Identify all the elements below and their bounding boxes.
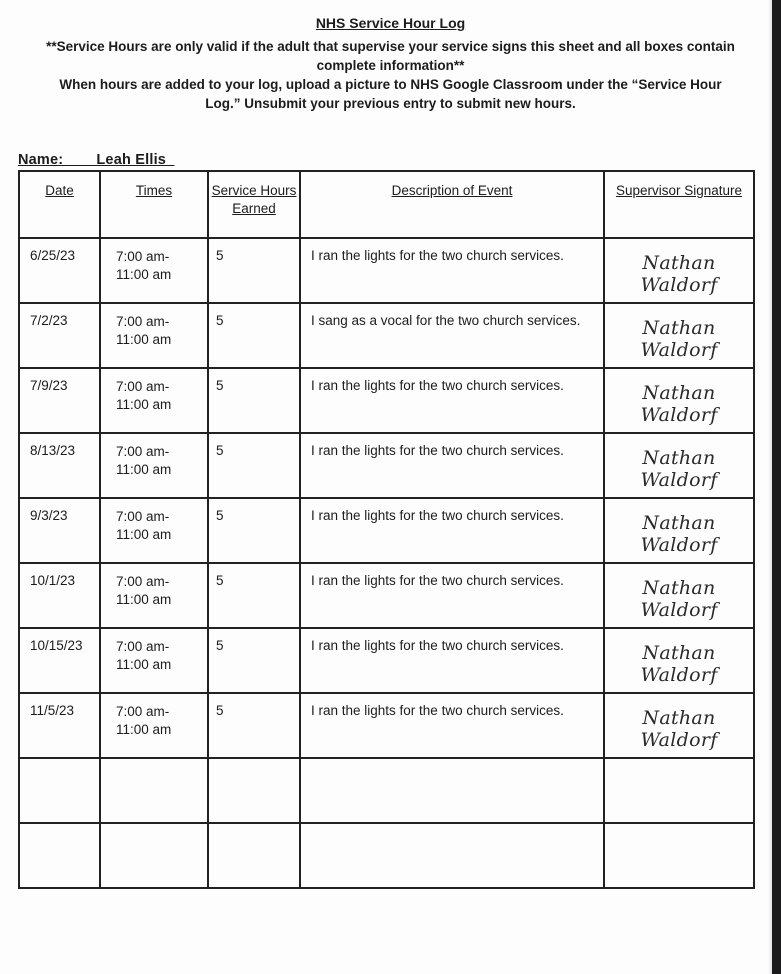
date-cell: 6/25/23 bbox=[19, 238, 100, 303]
hours-cell: 5 bbox=[208, 563, 300, 628]
page-title: NHS Service Hour Log bbox=[315, 15, 466, 31]
description-cell: I ran the lights for the two church services. bbox=[300, 693, 604, 758]
hours-cell bbox=[208, 758, 300, 823]
description-cell bbox=[300, 758, 604, 823]
header-times: Times bbox=[100, 171, 208, 238]
signature-cell: Nathan Waldorf bbox=[604, 303, 754, 368]
date-cell: 8/13/23 bbox=[19, 433, 100, 498]
signature-cell: Nathan Waldorf bbox=[604, 238, 754, 303]
header-date: Date bbox=[19, 171, 100, 238]
signature-cell bbox=[604, 758, 754, 823]
table-row bbox=[19, 498, 754, 563]
times-cell bbox=[100, 563, 208, 628]
signature-cell: Nathan Waldorf bbox=[604, 498, 754, 563]
description-cell: I ran the lights for the two church services. bbox=[300, 433, 604, 498]
document-header bbox=[0, 0, 781, 113]
date-cell: 10/15/23 bbox=[19, 628, 100, 693]
times-line-2: 11:00 am bbox=[116, 592, 172, 607]
hours-cell: 5 bbox=[208, 433, 300, 498]
times-cell bbox=[100, 758, 208, 823]
table-row bbox=[19, 433, 754, 498]
description-cell: I ran the lights for the two church services. bbox=[300, 368, 604, 433]
times-line-2: 11:00 am bbox=[116, 722, 172, 737]
date-cell: 7/9/23 bbox=[19, 368, 100, 433]
times-line-2: 11:00 am bbox=[116, 397, 172, 412]
notice-line-2: complete information** bbox=[316, 58, 465, 73]
hours-cell: 5 bbox=[208, 693, 300, 758]
description-cell: I ran the lights for the two church services. bbox=[300, 238, 604, 303]
table-row bbox=[19, 693, 754, 758]
header-service-hours: Service Hours Earned bbox=[208, 171, 300, 238]
date-cell: 9/3/23 bbox=[19, 498, 100, 563]
times-line-2: 11:00 am bbox=[116, 527, 172, 542]
signature-cell: Nathan Waldorf bbox=[604, 563, 754, 628]
date-cell: 10/1/23 bbox=[19, 563, 100, 628]
hours-cell: 5 bbox=[208, 368, 300, 433]
service-hour-log-table bbox=[18, 170, 755, 889]
table-header-row bbox=[19, 171, 754, 238]
times-cell bbox=[100, 433, 208, 498]
description-cell: I ran the lights for the two church services. bbox=[300, 628, 604, 693]
signature-cell: Nathan Waldorf bbox=[604, 628, 754, 693]
hours-cell bbox=[208, 823, 300, 888]
name-field: Name:____Leah Ellis_ bbox=[18, 152, 175, 168]
table-row bbox=[19, 563, 754, 628]
signature-cell: Nathan Waldorf bbox=[604, 433, 754, 498]
header-supervisor-signature: Supervisor Signature bbox=[604, 171, 754, 238]
times-line-2: 11:00 am bbox=[116, 462, 172, 477]
signature-cell: Nathan Waldorf bbox=[604, 368, 754, 433]
table-row bbox=[19, 628, 754, 693]
times-line-1: 7:00 am- bbox=[116, 704, 170, 719]
times-line-1: 7:00 am- bbox=[116, 639, 170, 654]
description-cell: I ran the lights for the two church services. bbox=[300, 563, 604, 628]
times-cell bbox=[100, 628, 208, 693]
date-cell: 7/2/23 bbox=[19, 303, 100, 368]
table-row-empty bbox=[19, 823, 754, 888]
notice-text bbox=[0, 37, 781, 113]
times-line-2: 11:00 am bbox=[116, 332, 172, 347]
date-cell bbox=[19, 823, 100, 888]
times-line-1: 7:00 am- bbox=[116, 249, 170, 264]
times-line-1: 7:00 am- bbox=[116, 379, 170, 394]
times-line-2: 11:00 am bbox=[116, 267, 172, 282]
hours-cell: 5 bbox=[208, 498, 300, 563]
times-line-1: 7:00 am- bbox=[116, 314, 170, 329]
times-line-1: 7:00 am- bbox=[116, 509, 170, 524]
times-cell bbox=[100, 823, 208, 888]
times-line-2: 11:00 am bbox=[116, 657, 172, 672]
table-row-empty bbox=[19, 758, 754, 823]
times-line-1: 7:00 am- bbox=[116, 574, 170, 589]
times-cell bbox=[100, 693, 208, 758]
hours-cell: 5 bbox=[208, 303, 300, 368]
times-cell bbox=[100, 303, 208, 368]
date-cell bbox=[19, 758, 100, 823]
table-row bbox=[19, 303, 754, 368]
hours-cell: 5 bbox=[208, 238, 300, 303]
notice-line-1: **Service Hours are only valid if the adult that supervise your service signs this sheet and all boxes contain bbox=[46, 39, 735, 54]
times-cell bbox=[100, 368, 208, 433]
description-cell bbox=[300, 823, 604, 888]
table-row bbox=[19, 368, 754, 433]
signature-cell: Nathan Waldorf bbox=[604, 693, 754, 758]
signature-cell bbox=[604, 823, 754, 888]
scanner-background-strip bbox=[772, 0, 781, 974]
times-cell bbox=[100, 498, 208, 563]
table-row bbox=[19, 238, 754, 303]
hours-cell: 5 bbox=[208, 628, 300, 693]
notice-line-3: When hours are added to your log, upload a picture to NHS Google Classroom under the “Service Hour bbox=[59, 77, 722, 92]
date-cell: 11/5/23 bbox=[19, 693, 100, 758]
description-cell: I ran the lights for the two church services. bbox=[300, 498, 604, 563]
description-cell: I sang as a vocal for the two church services. bbox=[300, 303, 604, 368]
header-description: Description of Event bbox=[300, 171, 604, 238]
times-cell bbox=[100, 238, 208, 303]
notice-line-4: Log.” Unsubmit your previous entry to submit new hours. bbox=[205, 96, 576, 111]
times-line-1: 7:00 am- bbox=[116, 444, 170, 459]
